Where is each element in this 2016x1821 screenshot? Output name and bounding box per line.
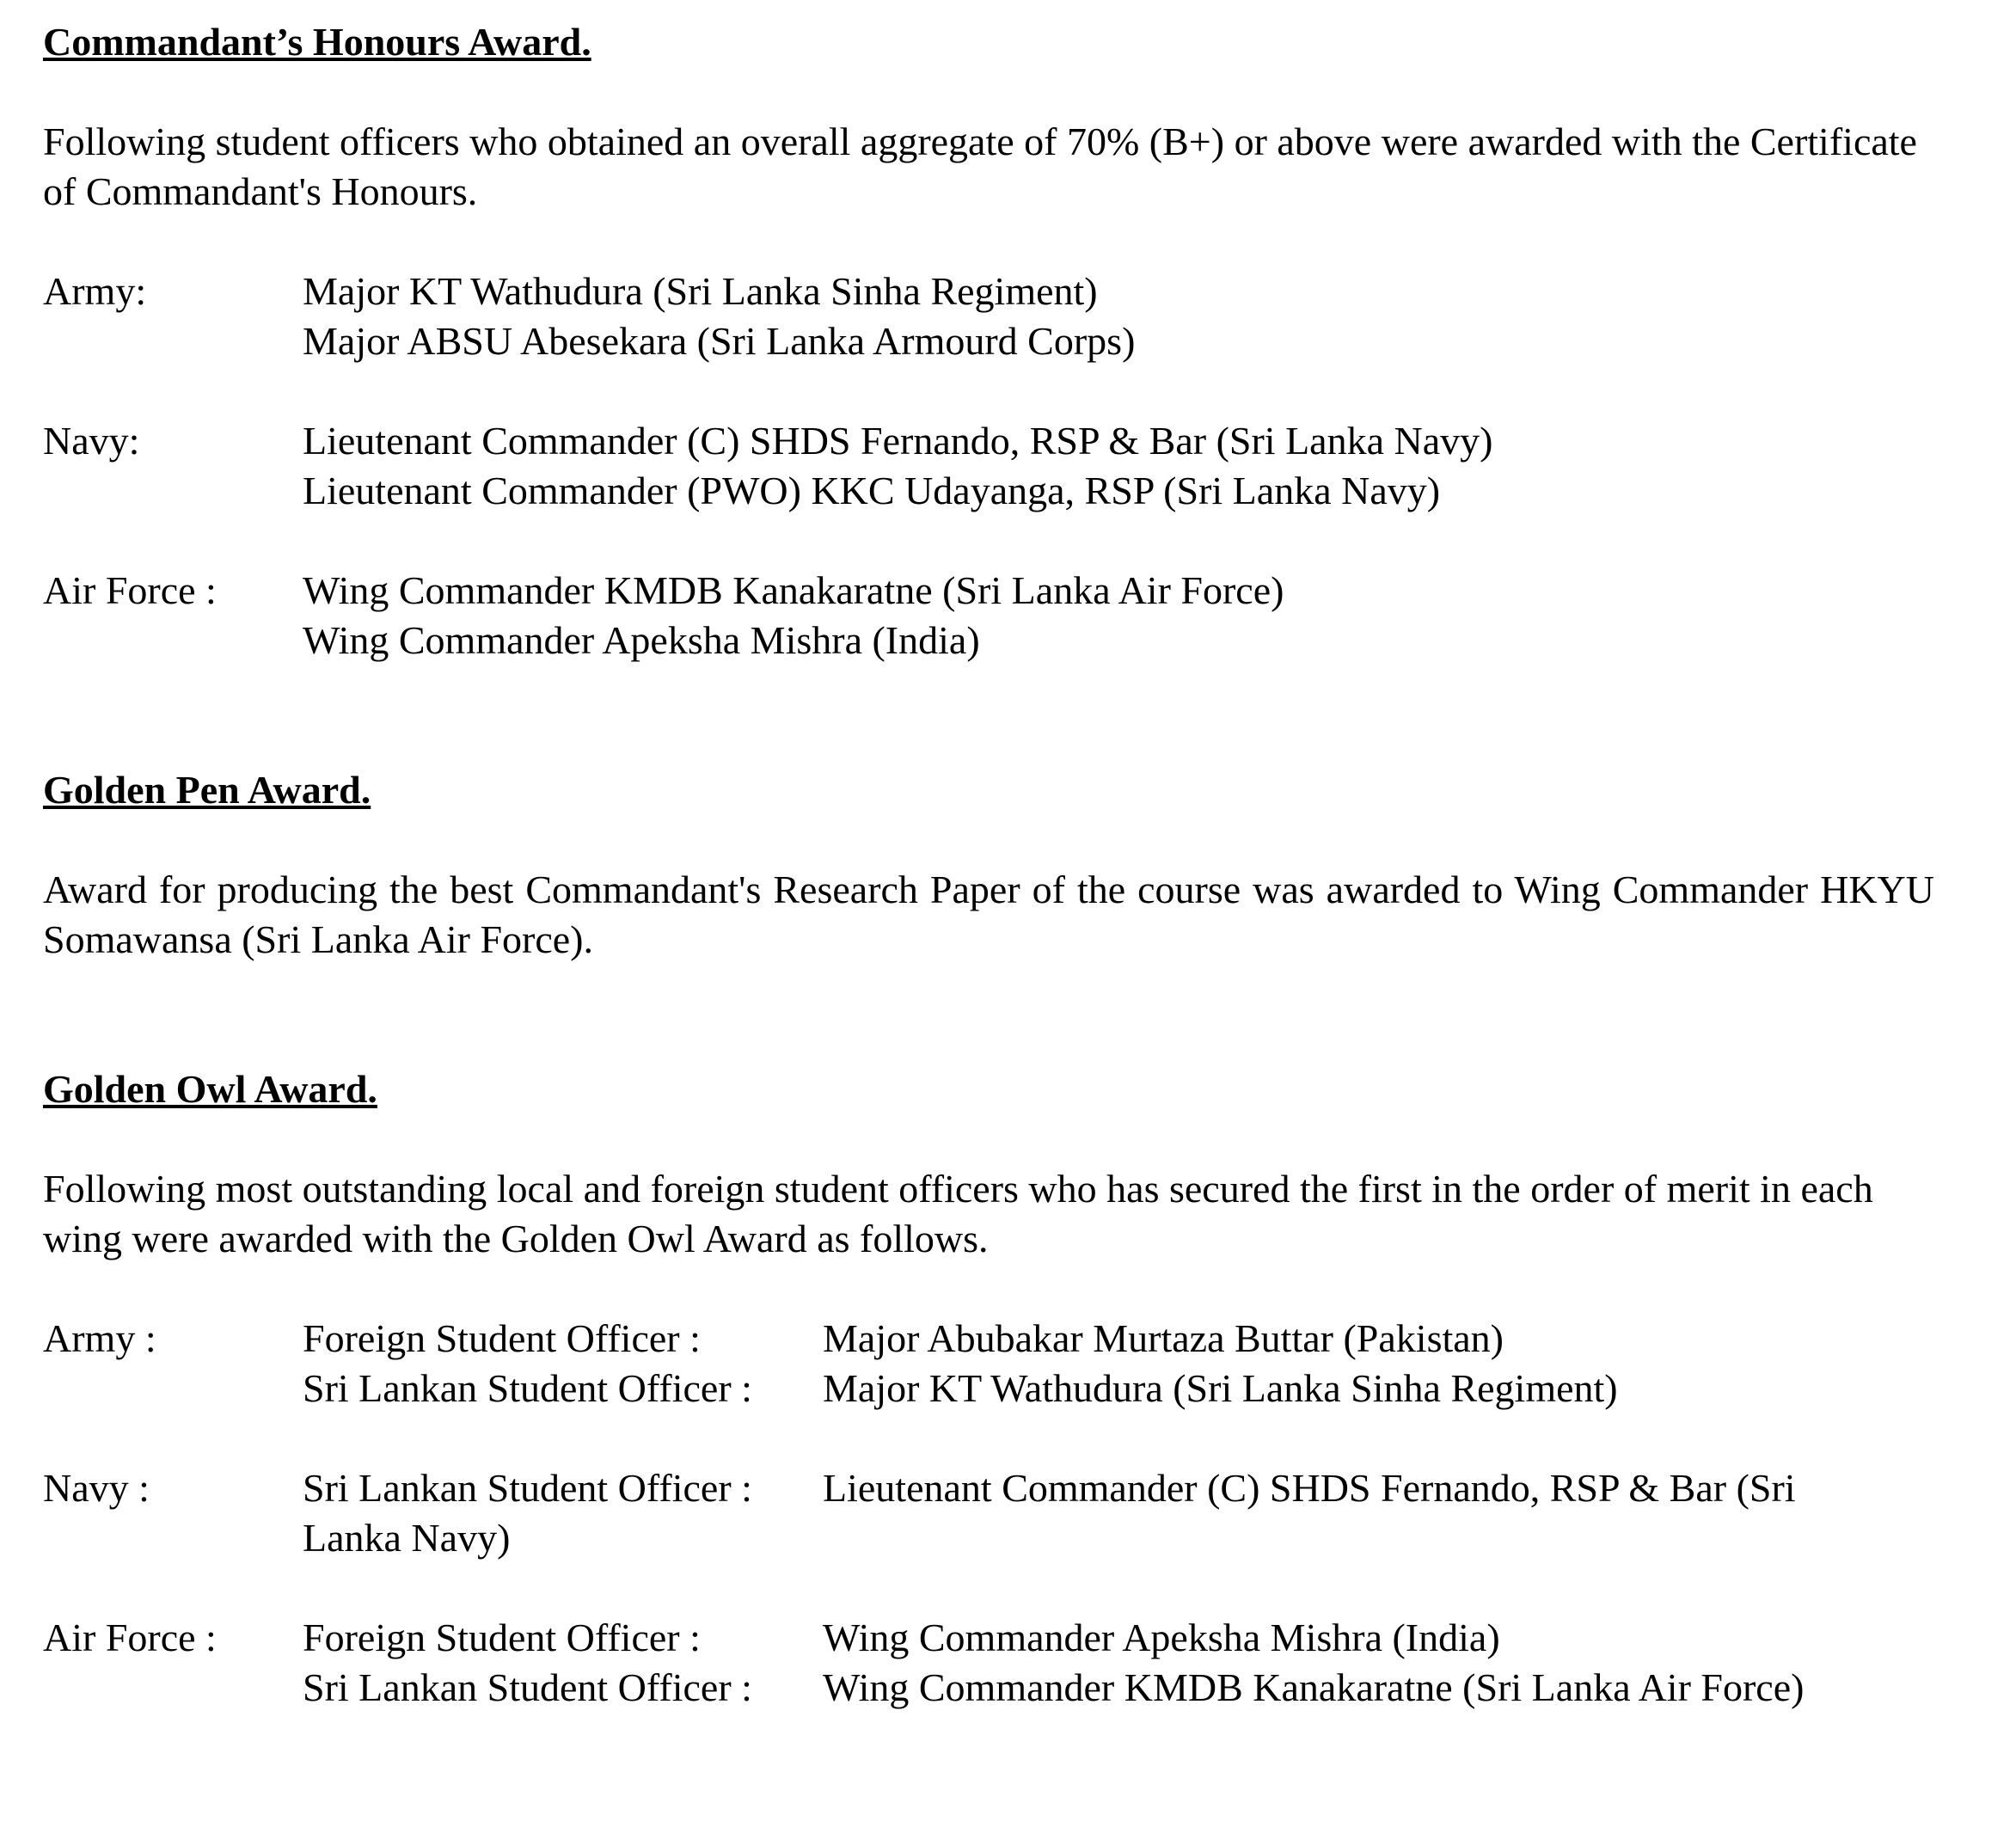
golden-owl-navy-entry: [43, 1463, 1934, 1563]
merit-name: Wing Commander KMDB Kanakaratne (Sri Lanka Air Force): [823, 1665, 1805, 1709]
merit-name: Major Abubakar Murtaza Buttar (Pakistan): [823, 1316, 1504, 1360]
honours-award-intro: Following student officers who obtained an overall aggregate of 70% (B+) or above were awarded with the Certificate of Commandant's Honours.: [43, 120, 1917, 213]
honours-airforce-label: Air Force :: [43, 568, 217, 612]
golden-owl-airforce-label: Air Force :: [43, 1616, 217, 1659]
honours-army-entry: [43, 267, 1934, 366]
honours-airforce-entry: [43, 566, 1934, 665]
golden-pen-heading: Golden Pen Award.: [43, 768, 371, 812]
merit-category: Foreign Student Officer :: [303, 1616, 701, 1659]
honours-navy-entry: [43, 416, 1934, 516]
merit-name: Wing Commander Apeksha Mishra (India): [823, 1616, 1500, 1659]
honours-army-name: Major KT Wathudura (Sri Lanka Sinha Regiment): [303, 269, 1098, 313]
merit-name: Lieutenant Commander (C) SHDS Fernando, RSP & Bar (Sri: [823, 1466, 1796, 1510]
document-page: [43, 17, 1934, 1713]
golden-owl-airforce-entry: [43, 1613, 1934, 1713]
honours-army-label: Army:: [43, 269, 147, 313]
merit-name: Major KT Wathudura (Sri Lanka Sinha Regiment): [823, 1366, 1618, 1410]
golden-pen-text: Award for producing the best Commandant's Research Paper of the course was awarded to Wing Commander HKYU Somawansa (Sri Lanka Air Force).: [43, 868, 1934, 961]
merit-name-continuation: Lanka Navy): [303, 1516, 511, 1560]
golden-owl-army-label: Army :: [43, 1316, 156, 1360]
honours-airforce-name: Wing Commander KMDB Kanakaratne (Sri Lanka Air Force): [303, 568, 1284, 612]
honours-army-name: Major ABSU Abesekara (Sri Lanka Armourd Corps): [303, 319, 1136, 363]
merit-category: Sri Lankan Student Officer :: [303, 1466, 752, 1510]
golden-owl-navy-label: Navy :: [43, 1466, 150, 1510]
golden-owl-intro: Following most outstanding local and foreign student officers who has secured the first in the order of merit in each wing were awarded with the Golden Owl Award as follows.: [43, 1167, 1873, 1260]
honours-navy-name: Lieutenant Commander (C) SHDS Fernando, RSP & Bar (Sri Lanka Navy): [303, 419, 1493, 463]
merit-category: Foreign Student Officer :: [303, 1316, 701, 1360]
honours-navy-name: Lieutenant Commander (PWO) KKC Udayanga, RSP (Sri Lanka Navy): [303, 469, 1441, 512]
golden-owl-heading: Golden Owl Award.: [43, 1067, 377, 1111]
honours-navy-label: Navy:: [43, 419, 140, 463]
golden-owl-army-entry: [43, 1314, 1934, 1413]
honours-airforce-name: Wing Commander Apeksha Mishra (India): [303, 618, 980, 662]
honours-award-heading: Commandant’s Honours Award.: [43, 20, 591, 64]
merit-category: Sri Lankan Student Officer :: [303, 1366, 752, 1410]
merit-category: Sri Lankan Student Officer :: [303, 1665, 752, 1709]
